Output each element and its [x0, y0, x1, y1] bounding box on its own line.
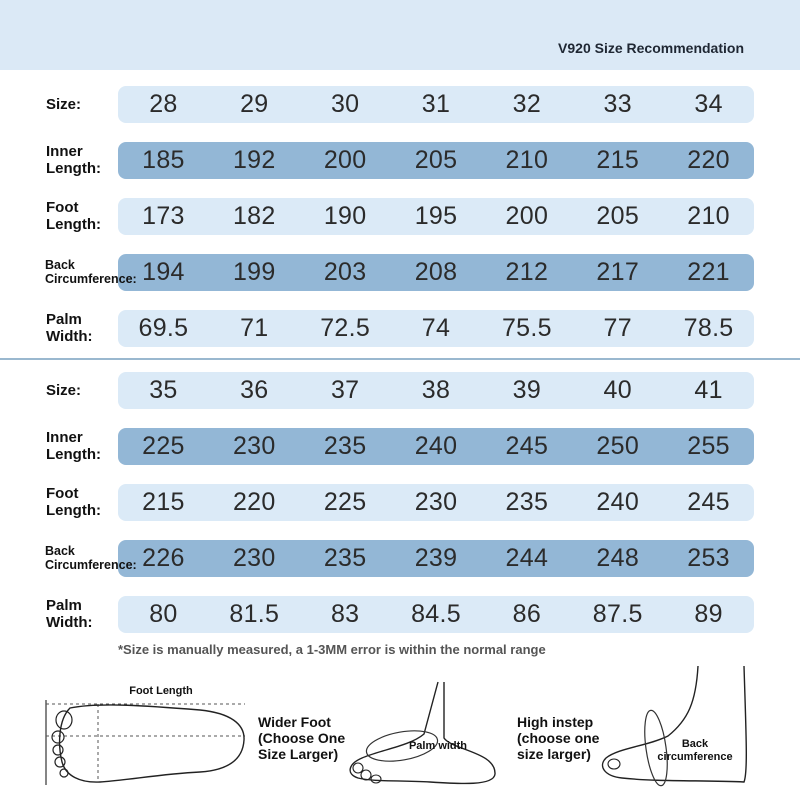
value-cell: 210: [505, 146, 549, 174]
value-cell: 77: [603, 314, 632, 342]
palm-width-label: Palm width: [408, 740, 468, 752]
row-values: [118, 254, 754, 291]
value-cell: 235: [505, 488, 549, 516]
row-label: Inner Length:: [46, 143, 101, 177]
row-size: [0, 370, 800, 426]
section-divider: [0, 358, 800, 360]
row-label: Inner Length:: [46, 429, 101, 463]
wider-foot-illustration: [340, 678, 500, 793]
value-cell: 69.5: [138, 314, 189, 342]
value-cell: 220: [687, 146, 730, 174]
measurement-note: *Size is manually measured, a 1-3MM error is within the normal range: [118, 642, 546, 657]
row-foot-length: [0, 196, 800, 252]
value-cell: 194: [142, 258, 185, 286]
header-banner: [0, 0, 800, 70]
value-cell: 32: [512, 90, 542, 118]
value-cell: 200: [323, 146, 367, 174]
row-values: [118, 142, 754, 179]
value-cell: 37: [330, 376, 360, 404]
value-cell: 29: [240, 90, 269, 118]
row-size: [0, 84, 800, 140]
row-label: Size:: [46, 381, 82, 399]
row-values: [118, 596, 754, 633]
value-cell: 255: [687, 432, 730, 460]
row-values: [118, 310, 754, 347]
value-cell: 217: [596, 258, 640, 286]
wider-foot-caption: Wider Foot (Choose One Size Larger): [258, 714, 346, 762]
row-label: Foot Length:: [46, 485, 101, 519]
value-cell: 84.5: [411, 600, 461, 628]
high-instep-caption: High instep (choose one size larger): [517, 714, 600, 762]
row-label: Foot Length:: [46, 199, 101, 233]
value-cell: 199: [232, 258, 276, 286]
row-label: Palm Width:: [46, 311, 93, 345]
value-cell: 240: [596, 488, 640, 516]
row-values: [118, 198, 754, 235]
value-cell: 173: [142, 202, 185, 230]
value-cell: 225: [323, 488, 367, 516]
value-cell: 38: [421, 376, 451, 404]
value-cell: 250: [596, 432, 640, 460]
row-values: [118, 428, 754, 465]
value-cell: 248: [596, 544, 640, 572]
value-cell: 221: [687, 258, 730, 286]
value-cell: 235: [323, 544, 367, 572]
value-cell: 230: [414, 488, 458, 516]
back-circumference-label: Back circumference: [657, 738, 733, 763]
value-cell: 35: [149, 376, 178, 404]
value-cell: 40: [603, 376, 632, 404]
row-values: [118, 372, 754, 409]
value-cell: 215: [596, 146, 640, 174]
value-cell: 33: [603, 90, 632, 118]
value-cell: 210: [687, 202, 730, 230]
value-cell: 200: [505, 202, 549, 230]
value-cell: 72.5: [320, 314, 371, 342]
value-cell: 245: [505, 432, 549, 460]
value-cell: 83: [330, 600, 360, 628]
value-cell: 208: [414, 258, 458, 286]
value-cell: 28: [149, 90, 178, 118]
row-values: [118, 484, 754, 521]
value-cell: 89: [694, 600, 723, 628]
value-cell: 245: [687, 488, 730, 516]
value-cell: 190: [323, 202, 367, 230]
value-cell: 212: [505, 258, 549, 286]
value-cell: 253: [687, 544, 730, 572]
value-cell: 80: [149, 600, 178, 628]
row-label: Size:: [46, 95, 82, 113]
value-cell: 31: [421, 90, 451, 118]
foot-side-icon: [340, 678, 500, 793]
value-cell: 81.5: [229, 600, 280, 628]
value-cell: 30: [330, 90, 360, 118]
value-cell: 225: [142, 432, 185, 460]
value-cell: 34: [694, 90, 723, 118]
value-cell: 230: [232, 432, 276, 460]
value-cell: 220: [232, 488, 276, 516]
row-label: Palm Width:: [46, 597, 93, 631]
row-label: Back Circumference:: [45, 544, 137, 572]
value-cell: 185: [142, 146, 185, 174]
row-label: Back Circumference:: [45, 258, 137, 286]
value-cell: 86: [512, 600, 542, 628]
value-cell: 230: [232, 544, 276, 572]
row-palm-width: [0, 308, 800, 364]
value-cell: 74: [421, 314, 451, 342]
value-cell: 75.5: [501, 314, 552, 342]
row-values: [118, 86, 754, 123]
row-inner-length: [0, 140, 800, 196]
value-cell: 235: [323, 432, 367, 460]
value-cell: 226: [142, 544, 185, 572]
value-cell: 182: [232, 202, 276, 230]
foot-sole-icon: [40, 680, 250, 790]
instep-icon: [598, 662, 758, 794]
high-instep-illustration: [598, 662, 758, 794]
value-cell: 195: [414, 202, 458, 230]
value-cell: 215: [142, 488, 185, 516]
value-cell: 39: [512, 376, 542, 404]
value-cell: 78.5: [683, 314, 734, 342]
value-cell: 205: [596, 202, 640, 230]
value-cell: 203: [323, 258, 367, 286]
value-cell: 244: [505, 544, 549, 572]
value-cell: 41: [694, 376, 723, 404]
value-cell: 87.5: [592, 600, 643, 628]
value-cell: 240: [414, 432, 458, 460]
value-cell: 36: [240, 376, 269, 404]
row-back-circumference: [0, 252, 800, 308]
row-back-circumference: [0, 538, 800, 594]
size-table-2: [0, 370, 800, 650]
foot-length-illustration: [40, 680, 250, 790]
chart-title: V920 Size Recommendation: [558, 40, 744, 56]
size-table-1: [0, 84, 800, 364]
foot-length-label: Foot Length: [129, 685, 193, 697]
value-cell: 192: [232, 146, 276, 174]
row-values: [118, 540, 754, 577]
row-foot-length: [0, 482, 800, 538]
value-cell: 205: [414, 146, 458, 174]
value-cell: 71: [240, 314, 269, 342]
value-cell: 239: [414, 544, 458, 572]
row-inner-length: [0, 426, 800, 482]
